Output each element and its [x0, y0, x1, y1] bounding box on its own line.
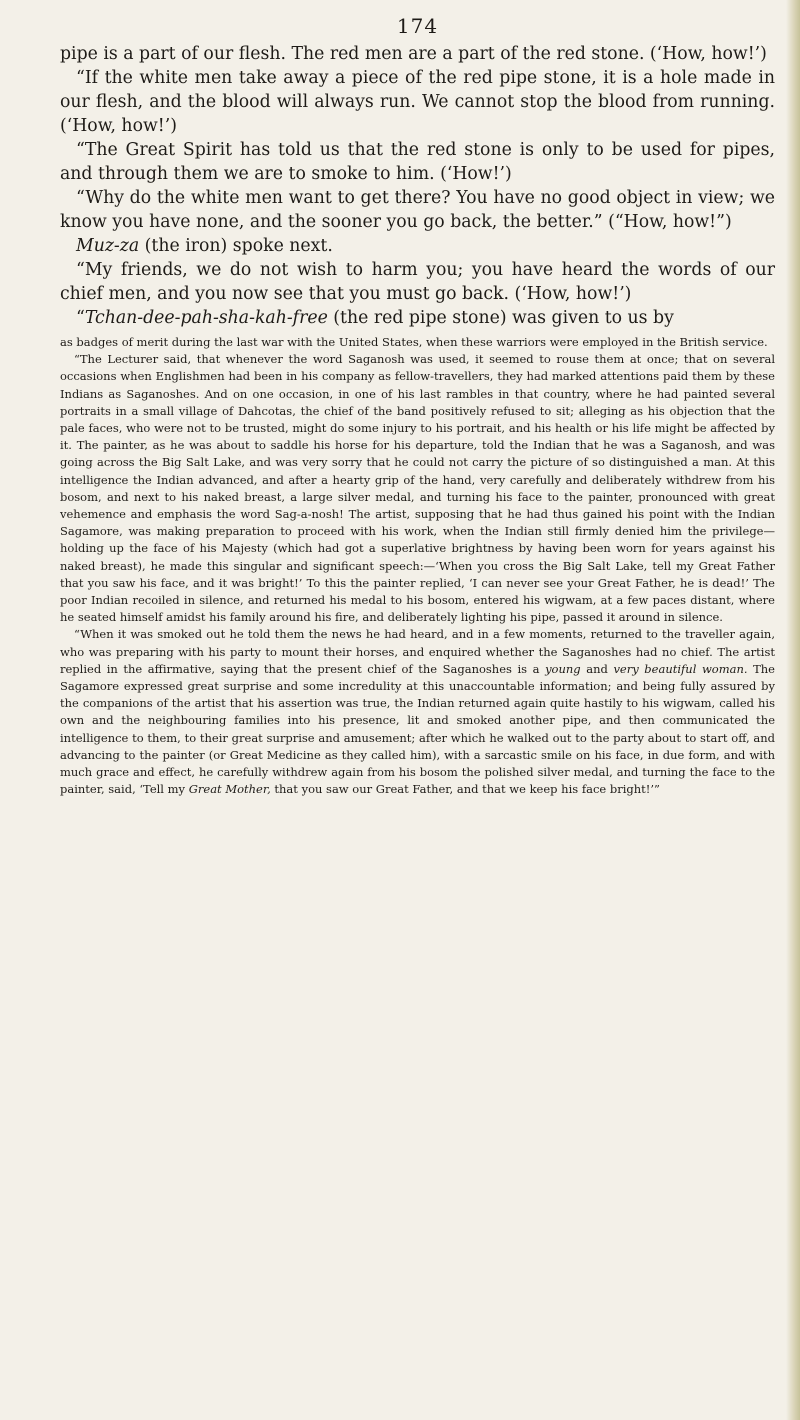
paragraph-why-white-men: “Why do the white men want to get there? You have no good object in view; we know you have none, and the sooner you go back, the better.” (“How, how!”)	[60, 188, 775, 232]
paragraph-my-friends: “My friends, we do not wish to harm you; you have heard the words of our chief men, and you now see that you must go back. (‘How, how!’)	[60, 260, 775, 304]
smoked-em-beautiful: very beautiful woman.	[613, 661, 748, 676]
paragraph-great-spirit: “The Great Spirit has told us that the red stone is only to be used for pipes, and through them we are to smoke to him. (‘How!’)	[60, 140, 775, 184]
smoked-em-great-mother: Great Mother,	[188, 782, 271, 797]
smoked-text-c: The Sagamore expressed great surprise and some incredulity at this unaccountable information; and being fully assured by the companions of the artist that his assertion was true, the Indian returned again quite hastily to his wigwam, called his own and the neighbouring families into his presence, lit and smoked another pipe, and then communicated the intelligence to them, to their great surprise and amusement; after which he walked out to the party about to start off, and advancing to the painter (or Great Medicine as they called him), with a sarcastic smile on his face, in due form, and with much grace and effect, he carefully withdrew again from his bosom the polished silver medal, and turning the face to the painter, said, ‘Tell my	[60, 661, 775, 797]
small-paragraph-lecturer: “The Lecturer said, that whenever the word Saganosh was used, it seemed to rouse them at once; that on several occasions when Englishmen had been in his company as fellow-travellers, they had marked attentions paid them by these Indians as Saganoshes. And on one occasion, in one of his last rambles in that country, where he had painted several portraits in a small village of Dahcotas, the chief of the band positively refused to sit; alleging as his objection that the pale faces, who were not to be trusted, might do some injury to his portrait, and his health or his life might be affected by it. The painter, as he was about to saddle his horse for his departure, told the Indian that he was a Saganosh, and was going across the Big Salt Lake, and was very sorry that he could not carry the picture of so distinguished a man. At this intelligence the Indian advanced, and after a hearty grip of the hand, very carefully and deliberately withdrew from his bosom, and next to his naked breast, a large silver medal, and turning his face to the painter, pronounced with great vehemence and emphasis the word Sag-a-nosh! The artist, supposing that he had thus gained his point with the Indian Sagamore, was making preparation to proceed with his work, when the Indian still firmly denied him the privilege—holding up the face of his Majesty (which had got a superlative brightness by having been worn for years against his naked breast), he made this singular and significant speech:—‘When you cross the Big Salt Lake, tell my Great Father that you saw his face, and it was bright!’ To this the painter replied, ‘I can never see your Great Father, he is dead!’ The poor Indian recoiled in silence, and returned his medal to his bosom, entered his wigwam, at a few paces distant, where he seated himself amidst his family around his fire, and deliberately lighting his pipe, passed it around in silence.	[60, 352, 775, 625]
smoked-text-b: and	[580, 661, 614, 676]
muzza-rest: (the iron) spoke next.	[139, 236, 333, 256]
smoked-text-a: “When it was smoked out he told them the news he had heard, and in a few moments, returned to the traveller again, who was preparing with his party to mount their horses, and enquired whether the Saganoshes had no chief. The artist replied in the affirmative, saying that the present chief of the Saganoshes is a	[60, 627, 775, 676]
footnote-text	[60, 334, 775, 798]
smoked-text-d: that you saw our Great Father, and that we keep his face bright!’”	[270, 782, 660, 797]
tchan-name: Tchan-dee-pah-sha-kah-free	[84, 308, 328, 328]
main-text	[60, 42, 775, 330]
smoked-em-young: young	[545, 661, 581, 676]
paragraph-tchan	[60, 306, 775, 330]
paragraph-white-men: “If the white men take away a piece of the red pipe stone, it is a hole made in our flesh, and the blood will always run. We cannot stop the blood from running. (‘How, how!’)	[60, 68, 775, 136]
page-edge	[786, 0, 800, 1420]
paragraph-pipe-flesh: pipe is a part of our flesh. The red men are a part of the red stone. (‘How, how!’)	[60, 44, 767, 64]
page-number: 174	[396, 14, 439, 38]
small-paragraph-badges: as badges of merit during the last war with the United States, when these warriors were employed in the British service.	[60, 335, 768, 349]
tchan-rest: (the red pipe stone) was given to us by	[327, 308, 674, 328]
paragraph-muzza	[60, 234, 775, 258]
small-paragraph-smoked-out	[60, 626, 775, 798]
tchan-open-quote: “	[76, 308, 85, 328]
muzza-name: Muz-za	[76, 236, 140, 256]
book-page	[60, 14, 775, 798]
